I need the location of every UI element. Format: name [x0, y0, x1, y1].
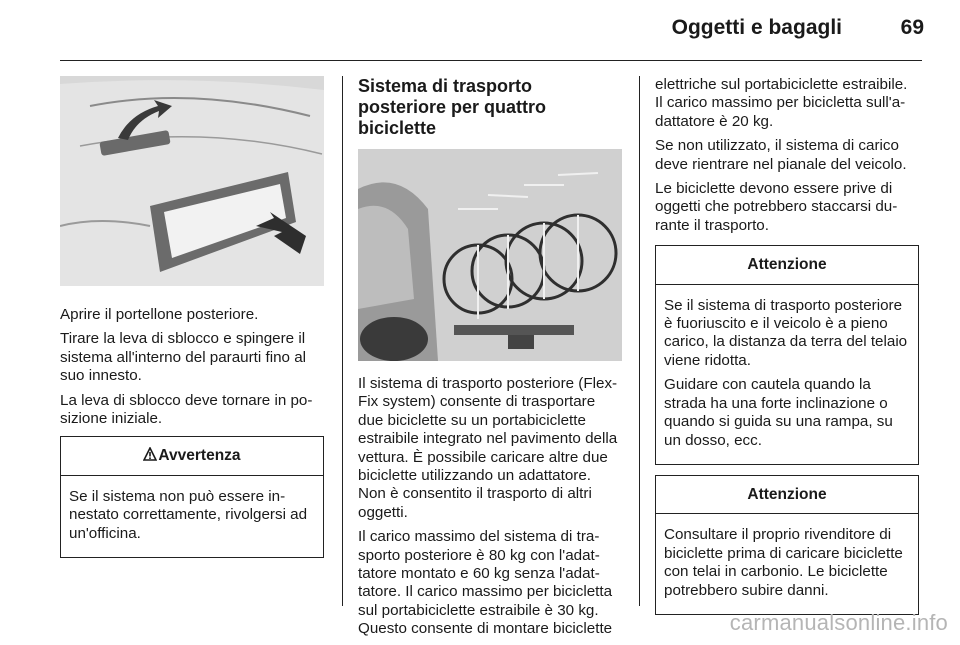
watermark: carmanualsonline.info — [729, 610, 948, 635]
caution-1-paragraph-2: Guidare con cautela quando la strada ha una forte inclinazione o quando si guida su una rampa, su un dosso, ecc. — [664, 376, 893, 449]
bike-carrier-figure — [358, 149, 622, 361]
caution-2-text: Consultare il proprio rivenditore di biciclette prima di caricare biciclette con telai in carbonio. Le biciclette potrebbero subire danni. — [664, 526, 903, 599]
warning-triangle-icon — [143, 447, 157, 461]
warning-box-title — [61, 437, 323, 475]
caution-box-2-title: Attenzione — [656, 476, 918, 514]
warning-text: Se il sistema non può essere innestato correttamente, rivolgersi ad un'officina. — [69, 487, 308, 542]
caution-box-2-body — [656, 514, 918, 614]
caution-box-1-body — [656, 285, 918, 464]
left-paragraph-3: La leva di sblocco deve tornare in posizione iniziale. — [60, 391, 313, 428]
column-divider-2 — [639, 76, 640, 606]
warning-box-body — [61, 476, 323, 557]
left-column — [60, 76, 324, 558]
warning-title-text: Avvertenza — [158, 447, 241, 465]
right-paragraph-1: elettriche sul portabiciclette estraibile. Il carico massimo per bicicletta sull'adattatore è 20 kg. — [655, 76, 908, 130]
left-paragraph-1: Aprire il portellone posteriore. — [60, 306, 259, 323]
right-column — [655, 76, 919, 615]
bumper-release-figure — [60, 76, 324, 286]
page-header-title: Oggetti e bagagli — [671, 16, 842, 39]
right-paragraph-3: Le biciclette devono essere prive di oggetti che potrebbero staccarsi durante il trasporto. — [655, 180, 898, 234]
column-divider-1 — [342, 76, 343, 606]
warning-box — [60, 436, 324, 558]
page-number: 69 — [900, 16, 924, 39]
middle-paragraph-2: Il carico massimo del sistema di trasporto posteriore è 80 kg con l'adattatore montato e 60 kg senza l'adattatore. Il carico massimo per bicicletta sul portabiciclette estraibile è 30 kg. Questo consente di montare biciclette — [358, 528, 613, 638]
caution-1-paragraph-1: Se il sistema di trasporto posteriore è fuoriuscito e il veicolo è a pieno carico, la distanza da terra del telaio viene ridotta. — [664, 296, 908, 369]
caution-box-1-title: Attenzione — [656, 246, 918, 284]
bumper-illustration — [60, 76, 324, 286]
right-paragraph-2: Se non utilizzato, il sistema di carico deve rientrare nel pianale del veicolo. — [655, 137, 907, 173]
middle-paragraph-1: Il sistema di trasporto posteriore (Flex-Fix system) consente di trasportare due biciclette su un portabiciclette estraibile integrato nel pavimento della vettura. È possibile caricare altre due biciclette utilizzando un adattatore. Non è consentito il trasporto di altri oggetti. — [358, 375, 618, 521]
bike-carrier-illustration — [358, 149, 622, 361]
middle-column — [358, 76, 622, 645]
section-heading: Sistema di trasporto posteriore per quattro biciclette — [358, 76, 547, 138]
caution-box-1 — [655, 245, 919, 465]
caution-box-2 — [655, 475, 919, 615]
left-paragraph-2: Tirare la leva di sblocco e spingere il sistema all'interno del paraurti fino al suo innesto. — [60, 330, 307, 385]
header-rule — [60, 60, 922, 61]
